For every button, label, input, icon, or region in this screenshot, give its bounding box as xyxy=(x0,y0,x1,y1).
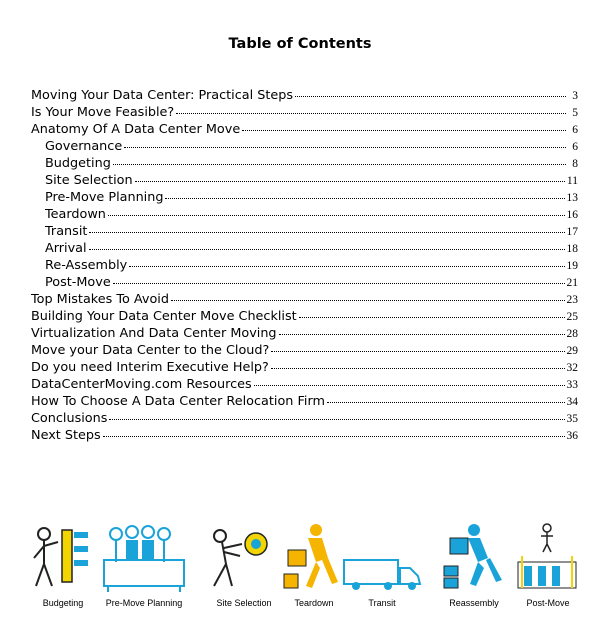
toc-entry-page[interactable]: 6 xyxy=(572,141,578,153)
transit-icon xyxy=(340,522,426,594)
dot-leader xyxy=(89,232,564,233)
toc-entry-page[interactable]: 17 xyxy=(566,226,578,238)
toc-entry-page[interactable]: 11 xyxy=(566,175,578,187)
toc-entry-label[interactable]: Do you need Interim Executive Help? xyxy=(31,360,269,375)
toc-entry[interactable] xyxy=(31,308,578,325)
toc-entry-page[interactable]: 3 xyxy=(572,90,578,102)
toc-entry-label[interactable]: Conclusions xyxy=(31,411,108,426)
toc-entry[interactable] xyxy=(31,359,578,376)
toc-entry-page[interactable]: 25 xyxy=(566,311,578,323)
site-selection-icon xyxy=(200,522,276,594)
toc-entry-label[interactable]: Anatomy Of A Data Center Move xyxy=(31,122,241,137)
toc-entry-label[interactable]: Top Mistakes To Avoid xyxy=(31,292,169,307)
toc-entry-label[interactable]: Pre-Move Planning xyxy=(45,190,164,205)
toc-entry[interactable] xyxy=(31,87,578,104)
icon-label-teardown: Teardown xyxy=(294,598,334,608)
toc-entry-page[interactable]: 21 xyxy=(566,277,578,289)
toc-entry-label[interactable]: Building Your Data Center Move Checklist xyxy=(31,309,297,324)
toc-entry-label[interactable]: Virtualization And Data Center Moving xyxy=(31,326,277,341)
dot-leader xyxy=(299,317,565,318)
toc-entry-page[interactable]: 19 xyxy=(566,260,578,272)
icon-label-pre-move-planning: Pre-Move Planning xyxy=(105,598,183,608)
toc-entry-page[interactable]: 13 xyxy=(566,192,578,204)
toc-entry-label[interactable]: Is Your Move Feasible? xyxy=(31,105,175,120)
dot-leader xyxy=(279,334,565,335)
icon-label-transit: Transit xyxy=(368,598,396,608)
toc-entry-label[interactable]: Teardown xyxy=(45,207,106,222)
table-of-contents xyxy=(31,87,578,444)
page-title: Table of Contents xyxy=(228,36,372,52)
toc-entry[interactable] xyxy=(31,240,578,257)
icon-label-site-selection: Site Selection xyxy=(216,598,272,608)
dot-leader xyxy=(327,402,565,403)
dot-leader xyxy=(108,215,565,216)
dot-leader xyxy=(254,385,565,386)
toc-entry[interactable] xyxy=(31,291,578,308)
toc-entry-page[interactable]: 33 xyxy=(566,379,578,391)
toc-entry[interactable] xyxy=(31,206,578,223)
toc-entry[interactable] xyxy=(31,121,578,138)
process-icons-strip xyxy=(0,522,600,624)
toc-entry-page[interactable]: 8 xyxy=(572,158,578,170)
toc-entry-label[interactable]: Budgeting xyxy=(45,156,111,171)
toc-entry-label[interactable]: Arrival xyxy=(45,241,87,256)
toc-entry-label[interactable]: How To Choose A Data Center Relocation Firm xyxy=(31,394,325,409)
toc-entry[interactable] xyxy=(31,325,578,342)
toc-entry[interactable] xyxy=(31,342,578,359)
toc-entry-label[interactable]: Site Selection xyxy=(45,173,133,188)
dot-leader xyxy=(135,181,565,182)
dot-leader xyxy=(165,198,564,199)
toc-entry-label[interactable]: Re-Assembly xyxy=(45,258,128,273)
dot-leader xyxy=(124,147,566,148)
toc-entry-page[interactable]: 23 xyxy=(566,294,578,306)
toc-entry[interactable] xyxy=(31,393,578,410)
toc-entry[interactable] xyxy=(31,172,578,189)
toc-entry[interactable] xyxy=(31,155,578,172)
teardown-icon xyxy=(282,522,344,594)
toc-entry[interactable] xyxy=(31,223,578,240)
toc-entry-label[interactable]: DataCenterMoving.com Resources xyxy=(31,377,252,392)
toc-entry[interactable] xyxy=(31,427,578,444)
toc-entry-page[interactable]: 32 xyxy=(566,362,578,374)
dot-leader xyxy=(103,436,565,437)
toc-entry[interactable] xyxy=(31,410,578,427)
toc-entry-label[interactable]: Next Steps xyxy=(31,428,101,443)
toc-entry-label[interactable]: Moving Your Data Center: Practical Steps xyxy=(31,88,294,103)
toc-entry-label[interactable]: Post-Move xyxy=(45,275,111,290)
toc-entry-page[interactable]: 5 xyxy=(572,107,578,119)
dot-leader xyxy=(176,113,566,114)
toc-entry-page[interactable]: 16 xyxy=(566,209,578,221)
dot-leader xyxy=(295,96,566,97)
toc-entry-page[interactable]: 18 xyxy=(566,243,578,255)
dot-leader xyxy=(271,351,564,352)
toc-entry-page[interactable]: 36 xyxy=(566,430,578,442)
icon-label-budgeting: Budgeting xyxy=(42,598,84,608)
toc-entry[interactable] xyxy=(31,376,578,393)
budgeting-icon xyxy=(28,522,98,594)
dot-leader xyxy=(113,283,565,284)
toc-entry[interactable] xyxy=(31,189,578,206)
dot-leader xyxy=(171,300,565,301)
dot-leader xyxy=(89,249,565,250)
toc-entry-label[interactable]: Transit xyxy=(45,224,88,239)
post-move-icon xyxy=(514,522,580,594)
dot-leader xyxy=(113,164,566,165)
icon-label-post-move: Post-Move xyxy=(526,598,570,608)
toc-entry-page[interactable]: 29 xyxy=(566,345,578,357)
dot-leader xyxy=(271,368,565,369)
toc-entry-label[interactable]: Move your Data Center to the Cloud? xyxy=(31,343,270,358)
toc-entry-page[interactable]: 34 xyxy=(566,396,578,408)
toc-entry[interactable] xyxy=(31,257,578,274)
toc-entry[interactable] xyxy=(31,138,578,155)
pre-move-planning-icon xyxy=(98,522,190,594)
toc-entry[interactable] xyxy=(31,104,578,121)
icon-label-reassembly: Reassembly xyxy=(449,598,499,608)
reassembly-icon xyxy=(440,522,506,594)
toc-entry-page[interactable]: 28 xyxy=(566,328,578,340)
toc-entry[interactable] xyxy=(31,274,578,291)
toc-entry-label[interactable]: Governance xyxy=(45,139,123,154)
dot-leader xyxy=(109,419,564,420)
dot-leader xyxy=(129,266,564,267)
toc-entry-page[interactable]: 35 xyxy=(566,413,578,425)
toc-entry-page[interactable]: 6 xyxy=(572,124,578,136)
dot-leader xyxy=(242,130,566,131)
